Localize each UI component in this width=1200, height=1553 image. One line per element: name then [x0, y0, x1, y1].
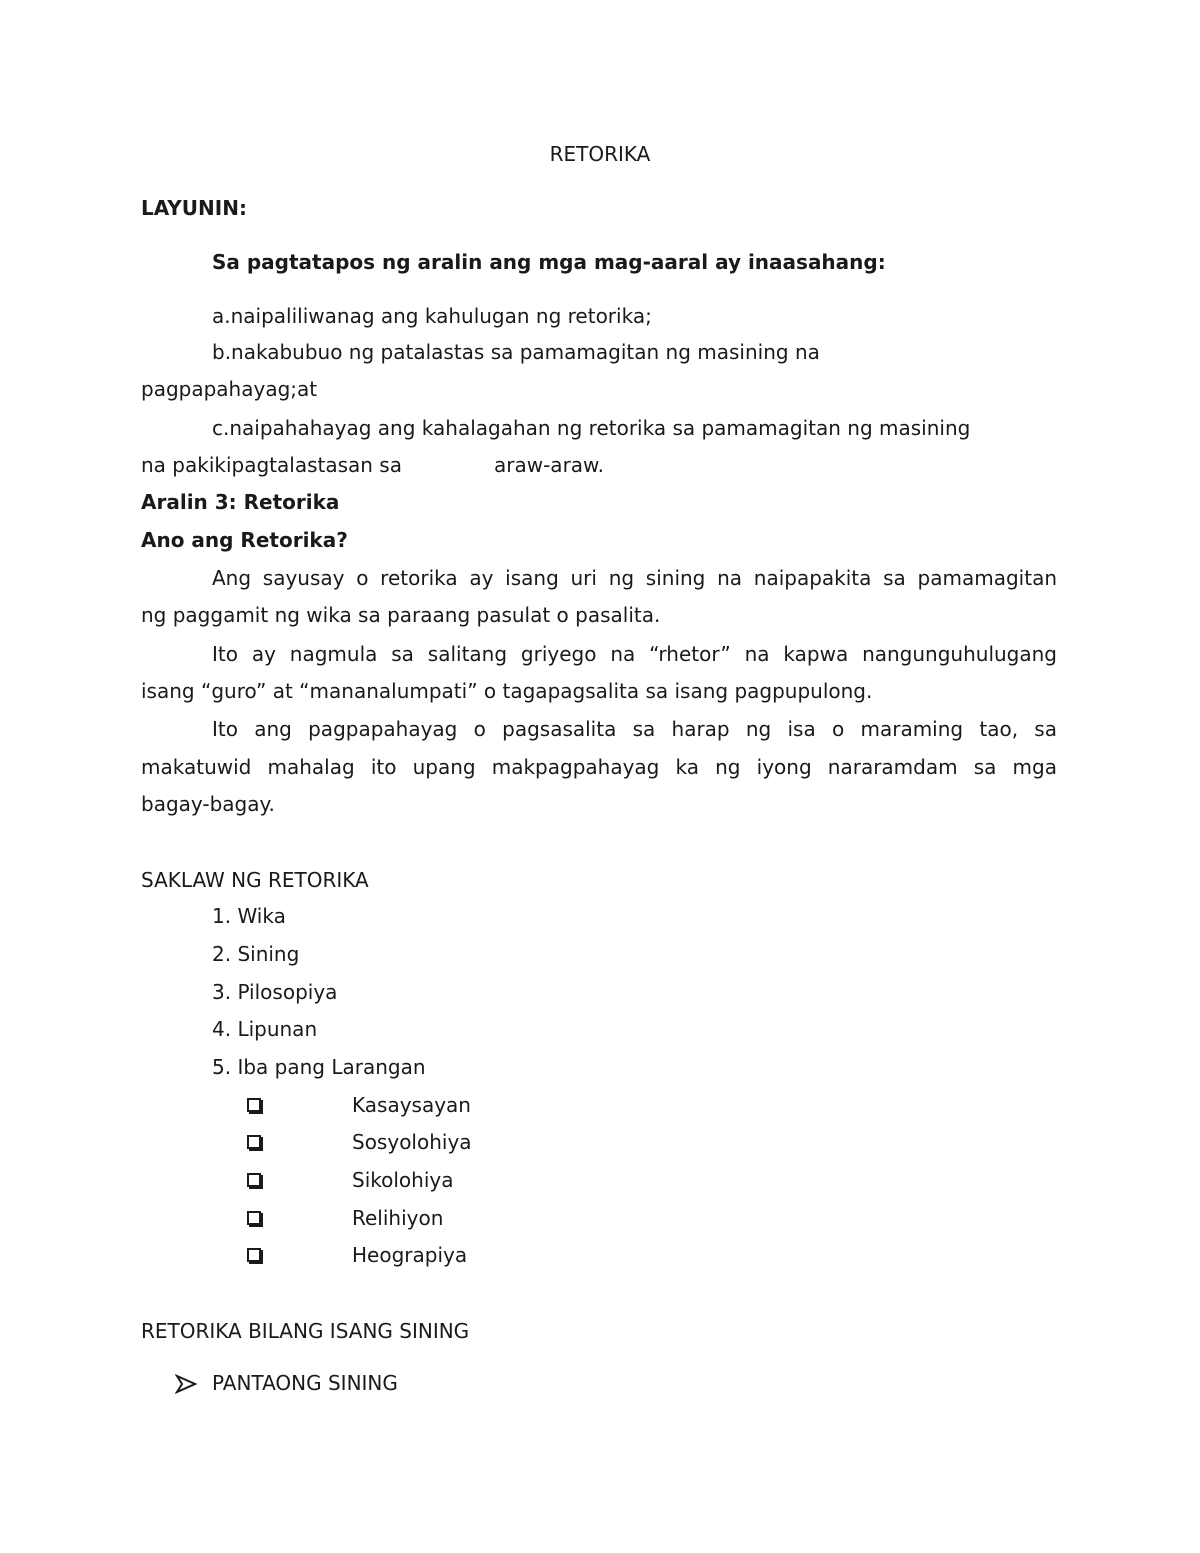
- paragraph-1-line-2: ng paggamit ng wika sa paraang pasulat o pasalita.: [141, 603, 661, 627]
- lesson-heading: Aralin 3: Retorika: [141, 490, 340, 514]
- objectives-intro: Sa pagtatapos ng aralin ang mga mag-aaral ay inaasahang:: [212, 250, 886, 274]
- sub-item-sosyolohiya: Sosyolohiya: [352, 1130, 472, 1154]
- art-heading: RETORIKA BILANG ISANG SINING: [141, 1319, 470, 1343]
- checkbox-bullet-icon: [247, 1173, 261, 1187]
- objective-item-c: c.naipahahayag ang kahalagahan ng retorika sa pamamagitan ng masining: [212, 416, 971, 440]
- checkbox-bullet-icon: [247, 1135, 261, 1149]
- document-title: RETORIKA: [549, 142, 651, 166]
- sub-item-heograpiya: Heograpiya: [352, 1243, 468, 1267]
- paragraph-2-line-2: isang “guro” at “mananalumpati” o tagapagsalita sa isang pagpupulong.: [141, 679, 873, 703]
- objective-item-b-continued: pagpapahayag;at: [141, 377, 318, 401]
- arrow-bullet-icon: [175, 1374, 197, 1394]
- objective-item-b: b.nakabubuo ng patalastas sa pamamagitan ng masining na: [212, 340, 820, 364]
- paragraph-3-line-3: bagay-bagay.: [141, 792, 275, 816]
- scope-heading: SAKLAW NG RETORIKA: [141, 868, 369, 892]
- scope-item-2: 2. Sining: [212, 942, 300, 966]
- checkbox-bullet-icon: [247, 1098, 261, 1112]
- checkbox-bullet-icon: [247, 1248, 261, 1262]
- lesson-question: Ano ang Retorika?: [141, 528, 348, 552]
- objective-item-a: a.naipaliliwanag ang kahulugan ng retorika;: [212, 304, 652, 328]
- checkbox-bullet-icon: [247, 1211, 261, 1225]
- scope-item-5: 5. Iba pang Larangan: [212, 1055, 426, 1079]
- paragraph-1-line-1: Ang sayusay o retorika ay isang uri ng sining na naipapakita sa pamamagitan: [212, 566, 1057, 590]
- art-bullet-item: PANTAONG SINING: [212, 1371, 398, 1395]
- paragraph-3-line-2: makatuwid mahalag ito upang makpagpahayag ka ng iyong nararamdam sa mga: [141, 755, 1057, 779]
- scope-item-1: 1. Wika: [212, 904, 286, 928]
- objective-item-c-continued-end: araw-araw.: [494, 453, 604, 477]
- scope-item-4: 4. Lipunan: [212, 1017, 318, 1041]
- objective-item-c-continued: na pakikipagtalastasan sa: [141, 453, 402, 477]
- paragraph-3-line-1: Ito ang pagpapahayag o pagsasalita sa harap ng isa o maraming tao, sa: [212, 717, 1057, 741]
- sub-item-kasaysayan: Kasaysayan: [352, 1093, 471, 1117]
- objectives-heading: LAYUNIN:: [141, 196, 247, 220]
- sub-item-relihiyon: Relihiyon: [352, 1206, 444, 1230]
- paragraph-2-line-1: Ito ay nagmula sa salitang griyego na “rhetor” na kapwa nangunguhulugang: [212, 642, 1057, 666]
- scope-item-3: 3. Pilosopiya: [212, 980, 338, 1004]
- sub-item-sikolohiya: Sikolohiya: [352, 1168, 454, 1192]
